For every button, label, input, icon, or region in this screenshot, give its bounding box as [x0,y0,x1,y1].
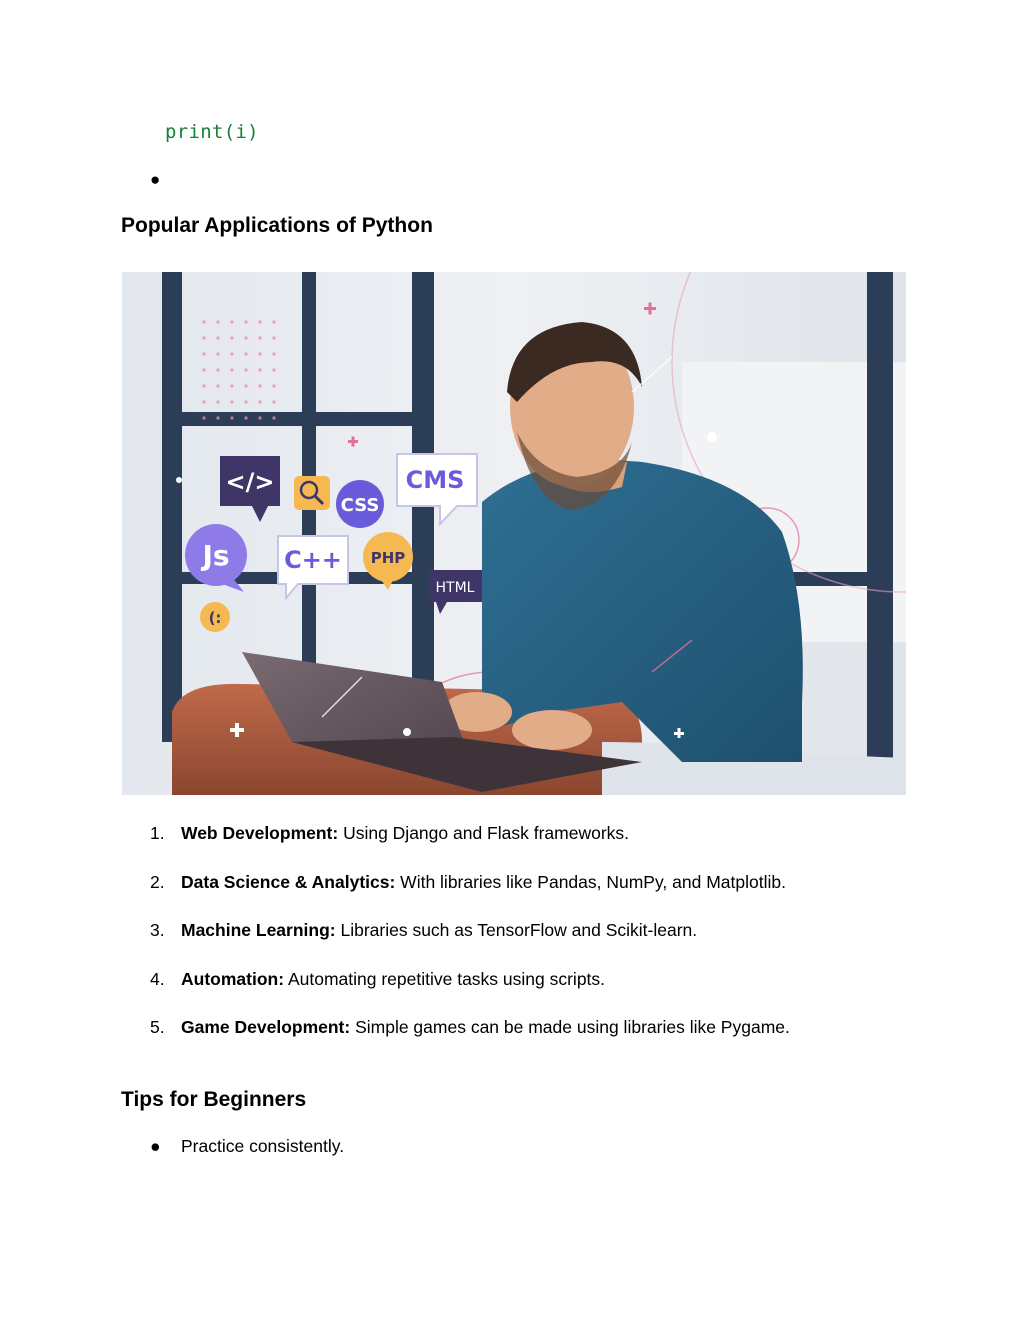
item-desc: Automating repetitive tasks using scripts. [284,968,606,989]
section-title-tips: Tips for Beginners [121,1088,307,1111]
item-term: Automation: [181,968,285,989]
hero-image [122,272,906,795]
list-item: 3. Machine Learning: Libraries such as TensorFlow and Scikit-learn. [150,920,698,941]
smile-badge [200,602,230,632]
html-badge-label: HTML [435,580,475,596]
list-item: 1. Web Development: Using Django and Flask frameworks. [150,823,630,843]
css-badge-label: CSS [340,495,380,516]
css-badge [336,480,384,528]
search-badge [294,476,330,510]
list-item: ● Practice consistently. [150,1136,345,1156]
php-badge-label: PHP [370,549,406,567]
item-desc: Simple games can be made using libraries like Pygame. [350,1017,790,1038]
list-item: 4. Automation: Automating repetitive tasks using scripts. [150,968,606,989]
empty-bullet: ● [150,170,161,189]
item-term: Machine Learning: [181,920,336,941]
code-badge-label: </> [225,468,275,496]
cms-badge-label: CMS [405,466,465,494]
applications-list [121,822,921,1065]
code-snippet: print(i) [165,121,259,143]
cpp-badge-label: C++ [284,546,342,574]
item-desc: Libraries such as TensorFlow and Scikit-learn. [335,920,698,941]
list-item: 2. Data Science & Analytics: With libraries like Pandas, NumPy, and Matplotlib. [150,871,786,892]
item-desc: Using Django and Flask frameworks. [338,823,630,843]
js-badge-label: Js [202,539,230,572]
tips-list [121,1135,344,1157]
item-term: Web Development: [181,823,339,843]
tip-text: Practice consistently. [181,1136,345,1156]
item-term: Game Development: [181,1017,351,1038]
list-item: 5. Game Development: Simple games can be made using libraries like Pygame. [150,1017,790,1038]
section-title-applications: Popular Applications of Python [121,214,433,237]
smile-badge-label: (: [208,609,222,627]
item-term: Data Science & Analytics: [181,871,396,892]
item-desc: With libraries like Pandas, NumPy, and Matplotlib. [395,871,786,892]
